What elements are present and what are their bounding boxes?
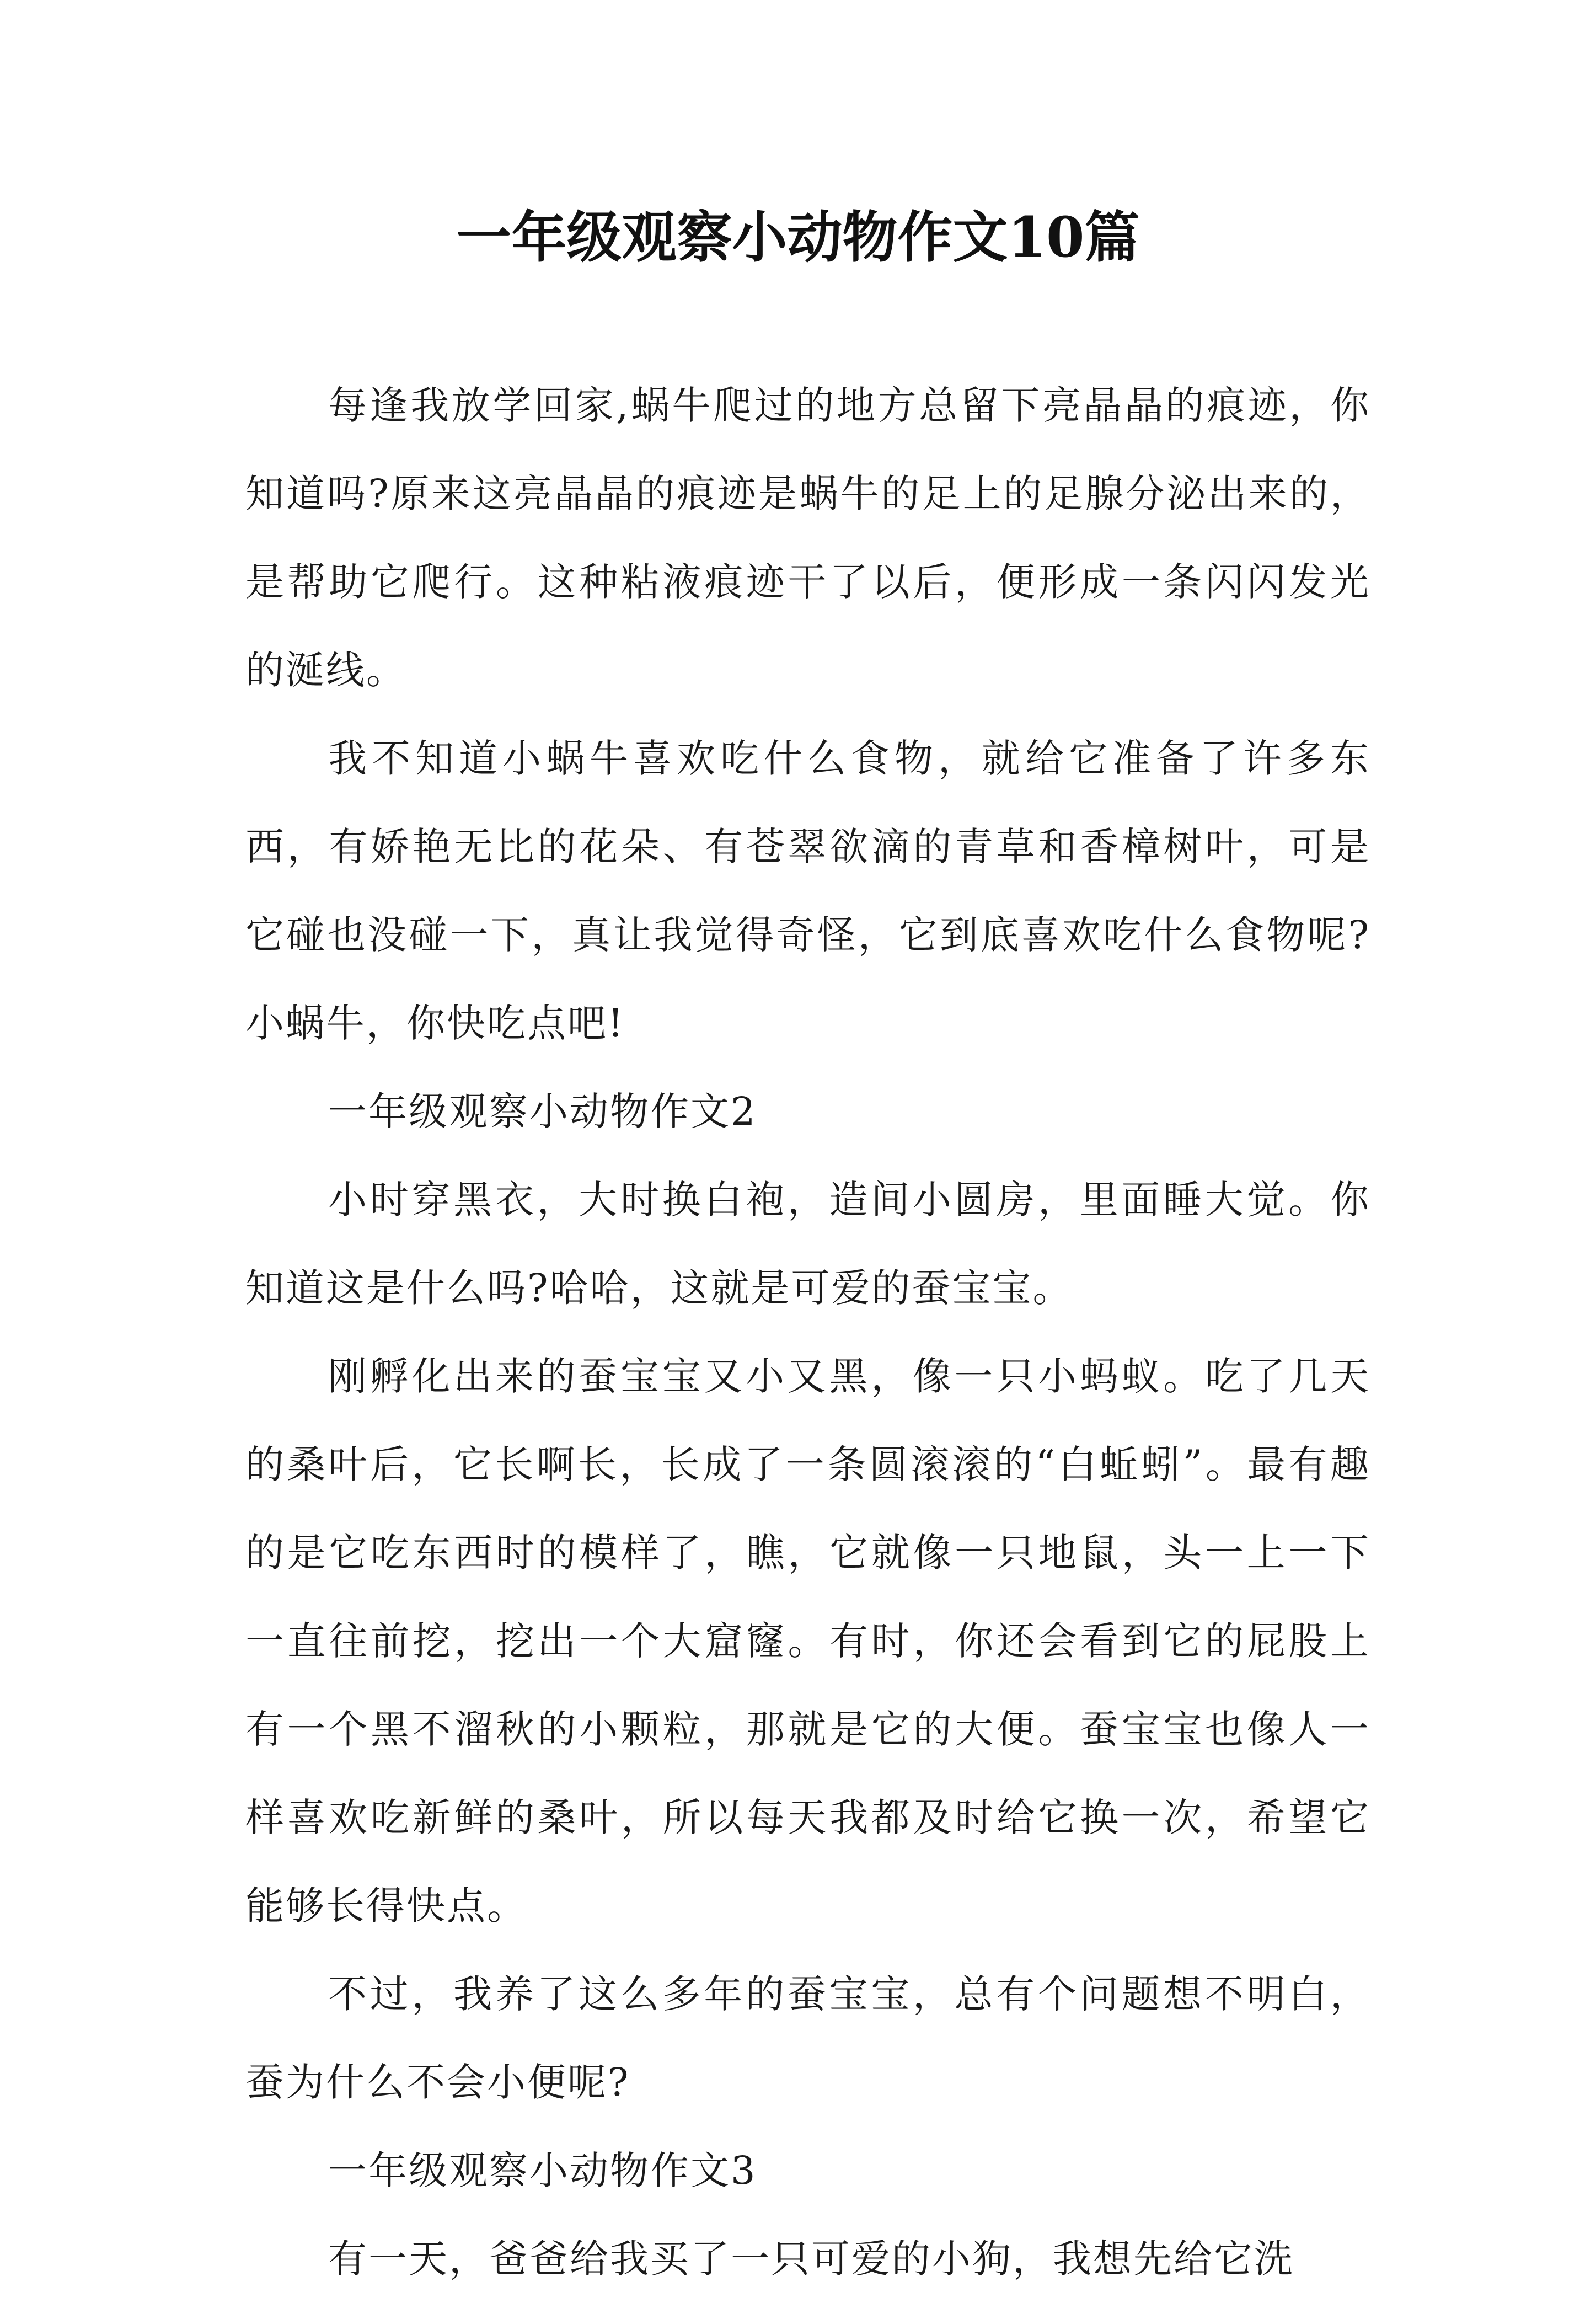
- document-body: [245, 361, 1370, 2303]
- paragraph-silkworm-growth: 刚孵化出来的蚕宝宝又小又黑，像一只小蚂蚁。吃了几天的桑叶后，它长啊长，长成了一条圆滚滚的“白蚯蚓”。最有趣的是它吃东西时的模样了，瞧，它就像一只地鼠，头一上一下一直往前挖，挖出一个大窟窿。有时，你还会看到它的屁股上有一个黑不溜秋的小颗粒，那就是它的大便。蚕宝宝也像人一样喜欢吃新鲜的桑叶，所以每天我都及时给它换一次，希望它能够长得快点。: [245, 1354, 1370, 1928]
- paragraph-silkworm-question: 不过，我养了这么多年的蚕宝宝，总有个问题想不明白，蚕为什么不会小便呢?: [245, 1971, 1370, 2105]
- document-title: 一年级观察小动物作文10篇: [456, 205, 1140, 270]
- paragraph-silkworm-riddle: 小时穿黑衣，大时换白袍，造间小圆房，里面睡大觉。你知道这是什么吗?哈哈，这就是可爱的蚕宝宝。: [245, 1177, 1370, 1311]
- essay-heading-3: 一年级观察小动物作文3: [328, 2148, 757, 2193]
- paragraph-puppy: 有一天，爸爸给我买了一只可爱的小狗，我想先给它洗: [328, 2236, 1294, 2281]
- paragraph-snail-trail: 每逢我放学回家,蜗牛爬过的地方总留下亮晶晶的痕迹，你知道吗?原来这亮晶晶的痕迹是蜗牛的足上的足腺分泌出来的，是帮助它爬行。这种粘液痕迹干了以后，便形成一条闪闪发光的涎线。: [245, 383, 1370, 693]
- paragraph-snail-food: 我不知道小蜗牛喜欢吃什么食物，就给它准备了许多东西，有娇艳无比的花朵、有苍翠欲滴的青草和香樟树叶，可是它碰也没碰一下，真让我觉得奇怪，它到底喜欢吃什么食物呢?小蜗牛，你快吃点吧!: [245, 736, 1370, 1046]
- essay-heading-2: 一年级观察小动物作文2: [328, 1089, 757, 1134]
